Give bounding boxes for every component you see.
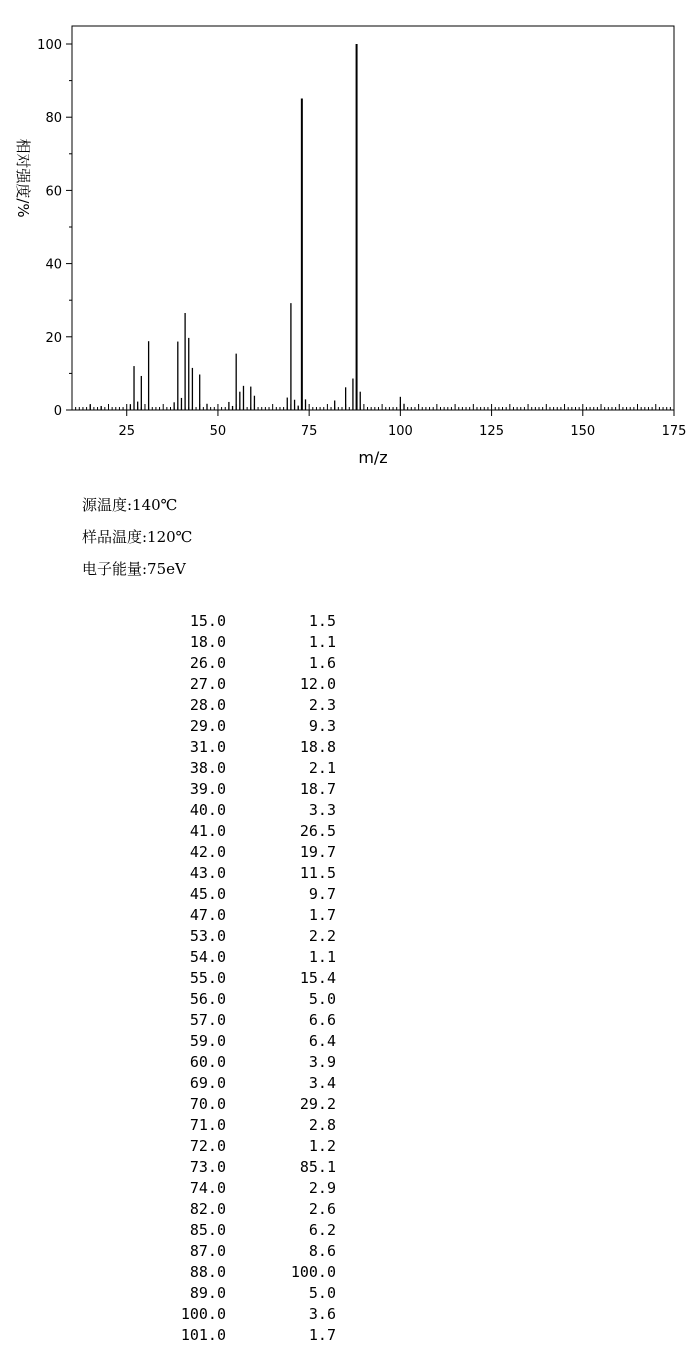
abundance-value: 2.8 (308, 1116, 336, 1134)
sample-temperature-text: 样品温度:120℃ (82, 528, 193, 546)
mz-value: 60.0 (189, 1053, 226, 1071)
mz-value: 101.0 (180, 1326, 226, 1344)
mz-value: 74.0 (189, 1179, 226, 1197)
abundance-value: 6.2 (308, 1221, 336, 1239)
abundance-value: 1.2 (308, 1137, 336, 1155)
mz-value: 45.0 (189, 885, 226, 903)
electron-energy (82, 559, 186, 579)
abundance-value: 19.7 (299, 843, 336, 861)
mz-value: 82.0 (189, 1200, 226, 1218)
y-tick-label: 80 (45, 111, 62, 127)
mz-value: 15.0 (189, 612, 226, 630)
mz-value: 26.0 (189, 654, 226, 672)
x-tick-label: 175 (661, 424, 687, 439)
mz-value: 85.0 (189, 1221, 226, 1239)
mz-value: 57.0 (189, 1011, 226, 1029)
mz-value: 72.0 (189, 1137, 226, 1155)
x-axis-ticks (118, 410, 686, 439)
x-axis-label: m/z (358, 448, 388, 467)
mz-value: 87.0 (189, 1242, 226, 1260)
mz-value: 28.0 (189, 696, 226, 714)
mz-value: 73.0 (189, 1158, 226, 1176)
y-tick-label: 0 (53, 404, 62, 419)
abundance-value: 18.8 (299, 738, 336, 756)
abundance-value: 15.4 (299, 969, 336, 987)
abundance-value: 1.6 (308, 654, 336, 672)
mz-value: 39.0 (189, 780, 226, 798)
mz-value: 47.0 (189, 906, 226, 924)
mz-value: 54.0 (189, 948, 226, 966)
mz-value: 40.0 (189, 801, 226, 819)
abundance-value: 11.5 (299, 864, 336, 882)
mz-value: 100.0 (180, 1305, 226, 1323)
y-axis-ticks (37, 38, 72, 419)
plot-frame (72, 26, 674, 410)
mz-value: 89.0 (189, 1284, 226, 1302)
mz-value: 71.0 (189, 1116, 226, 1134)
abundance-value: 1.1 (308, 633, 336, 651)
mz-value: 55.0 (189, 969, 226, 987)
abundance-value: 3.6 (308, 1305, 336, 1323)
mz-value: 18.0 (189, 633, 226, 651)
abundance-value: 1.5 (308, 612, 336, 630)
abundance-value: 2.3 (308, 696, 336, 714)
abundance-value: 85.1 (299, 1158, 336, 1176)
y-tick-label: 20 (45, 330, 62, 346)
abundance-value: 12.0 (299, 675, 336, 693)
x-tick-label: 25 (118, 424, 136, 439)
x-tick-label: 75 (300, 424, 318, 439)
x-tick-label: 50 (209, 424, 227, 439)
abundance-value: 2.2 (308, 927, 336, 945)
abundance-value: 3.3 (308, 801, 336, 819)
mz-value: 42.0 (189, 843, 226, 861)
mz-value: 27.0 (189, 675, 226, 693)
source-temperature (82, 495, 177, 515)
abundance-value: 9.3 (308, 717, 336, 735)
x-tick-label: 150 (570, 424, 596, 439)
mz-value: 69.0 (189, 1074, 226, 1092)
x-tick-label: 125 (479, 424, 504, 439)
abundance-value: 5.0 (308, 990, 336, 1008)
abundance-value: 2.1 (308, 759, 336, 777)
abundance-value: 6.4 (308, 1032, 336, 1050)
abundance-value: 9.7 (308, 885, 336, 903)
sample-temperature (82, 527, 192, 547)
spectrum-peaks (90, 44, 404, 410)
abundance-value: 2.6 (308, 1200, 336, 1218)
abundance-value: 5.0 (308, 1284, 336, 1302)
mass-spectrum-chart (0, 0, 687, 480)
x-minor-ticks (72, 404, 674, 410)
abundance-value: 18.7 (299, 780, 336, 798)
mz-value: 53.0 (189, 927, 226, 945)
abundance-value: 29.2 (299, 1095, 336, 1113)
y-tick-label: 100 (37, 38, 62, 53)
abundance-value: 100.0 (290, 1263, 336, 1281)
abundance-value: 6.6 (308, 1011, 336, 1029)
y-tick-label: 60 (45, 184, 62, 200)
abundance-value: 1.7 (308, 1326, 336, 1344)
abundance-value: 3.9 (308, 1053, 336, 1071)
mz-value: 38.0 (189, 759, 226, 777)
mz-value: 70.0 (189, 1095, 226, 1113)
y-tick-label: 40 (45, 257, 62, 273)
abundance-value: 1.1 (308, 948, 336, 966)
x-tick-label: 100 (387, 424, 413, 439)
mz-value: 88.0 (189, 1263, 226, 1281)
abundance-value: 8.6 (308, 1242, 336, 1260)
source-temperature-text: 源温度:140℃ (82, 496, 178, 514)
mz-value: 31.0 (189, 738, 226, 756)
abundance-value: 2.9 (308, 1179, 336, 1197)
abundance-value: 1.7 (308, 906, 336, 924)
mz-value: 59.0 (189, 1032, 226, 1050)
mz-value: 41.0 (189, 822, 226, 840)
abundance-value: 26.5 (299, 822, 336, 840)
electron-energy-text: 电子能量:75eV (82, 560, 186, 578)
mz-value: 43.0 (189, 864, 226, 882)
abundance-value: 3.4 (308, 1074, 336, 1092)
mz-value: 29.0 (189, 717, 226, 735)
y-axis-label: 相对强度/% (14, 138, 32, 218)
mz-value: 56.0 (189, 990, 226, 1008)
